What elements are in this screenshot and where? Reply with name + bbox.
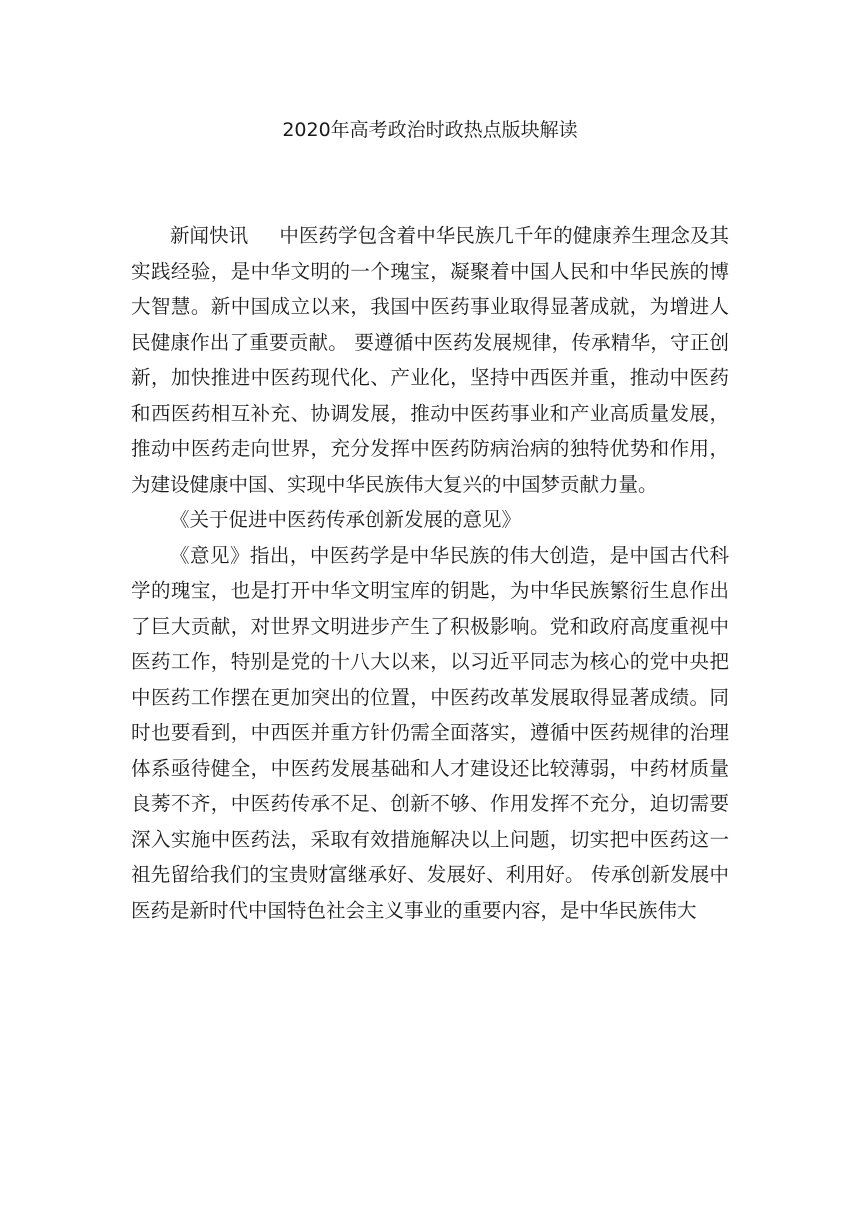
paragraph-text: 中医药学包含着中华民族几千年的健康养生理念及其实践经验，是中华文明的一个瑰宝，凝聚着中国人民和中华民族的博大智慧。新中国成立以来，我国中医药事业取得显著成就，为增进人民健康作出了重要贡献。 要遵循中医药发展规律，传承精华，守正创新，加快推进中医药现代化、产业化，坚持中西医并重，推动中医药和西医药相互补充、协调发展，推动中医药事业和产业高质量发展，推动中医药走向世界，充分发挥中医药防病治病的独特优势和作用，为建设健康中国、实现中华民族伟大复兴的中国梦贡献力量。 bbox=[131, 224, 729, 496]
paragraph-news-flash bbox=[131, 218, 729, 502]
paragraph-text: 《意见》指出，中医药学是中华民族的伟大创造，是中国古代科学的瑰宝，也是打开中华文明宝库的钥匙，为中华民族繁衍生息作出了巨大贡献，对世界文明进步产生了积极影响。党和政府高度重视中医药工作，特别是党的十八大以来，以习近平同志为核心的党中央把中医药工作摆在更加突出的位置，中医药改革发展取得显著成绩。同时也要看到，中西医并重方针仍需全面落实，遵循中医药规律的治理体系亟待健全，中医药发展基础和人才建设还比较薄弱，中药材质量良莠不齐，中医药传承不足、创新不够、作用发挥不充分，迫切需要深入实施中医药法，采取有效措施解决以上问题，切实把中医药这一祖先留给我们的宝贵财富继承好、发展好、利用好。 传承创新发展中医药是新时代中国特色社会主义事业的重要内容，是中华民族伟大 bbox=[131, 543, 729, 922]
paragraph-text: 《关于促进中医药传承创新发展的意见》 bbox=[170, 508, 522, 531]
document-body bbox=[131, 218, 729, 928]
paragraph-opinion-body bbox=[131, 538, 729, 929]
paragraph-opinion-title bbox=[131, 502, 729, 538]
document-title: 2020年高考政治时政热点版块解读 bbox=[282, 119, 578, 141]
news-flash-label: 新闻快讯 bbox=[170, 224, 249, 247]
